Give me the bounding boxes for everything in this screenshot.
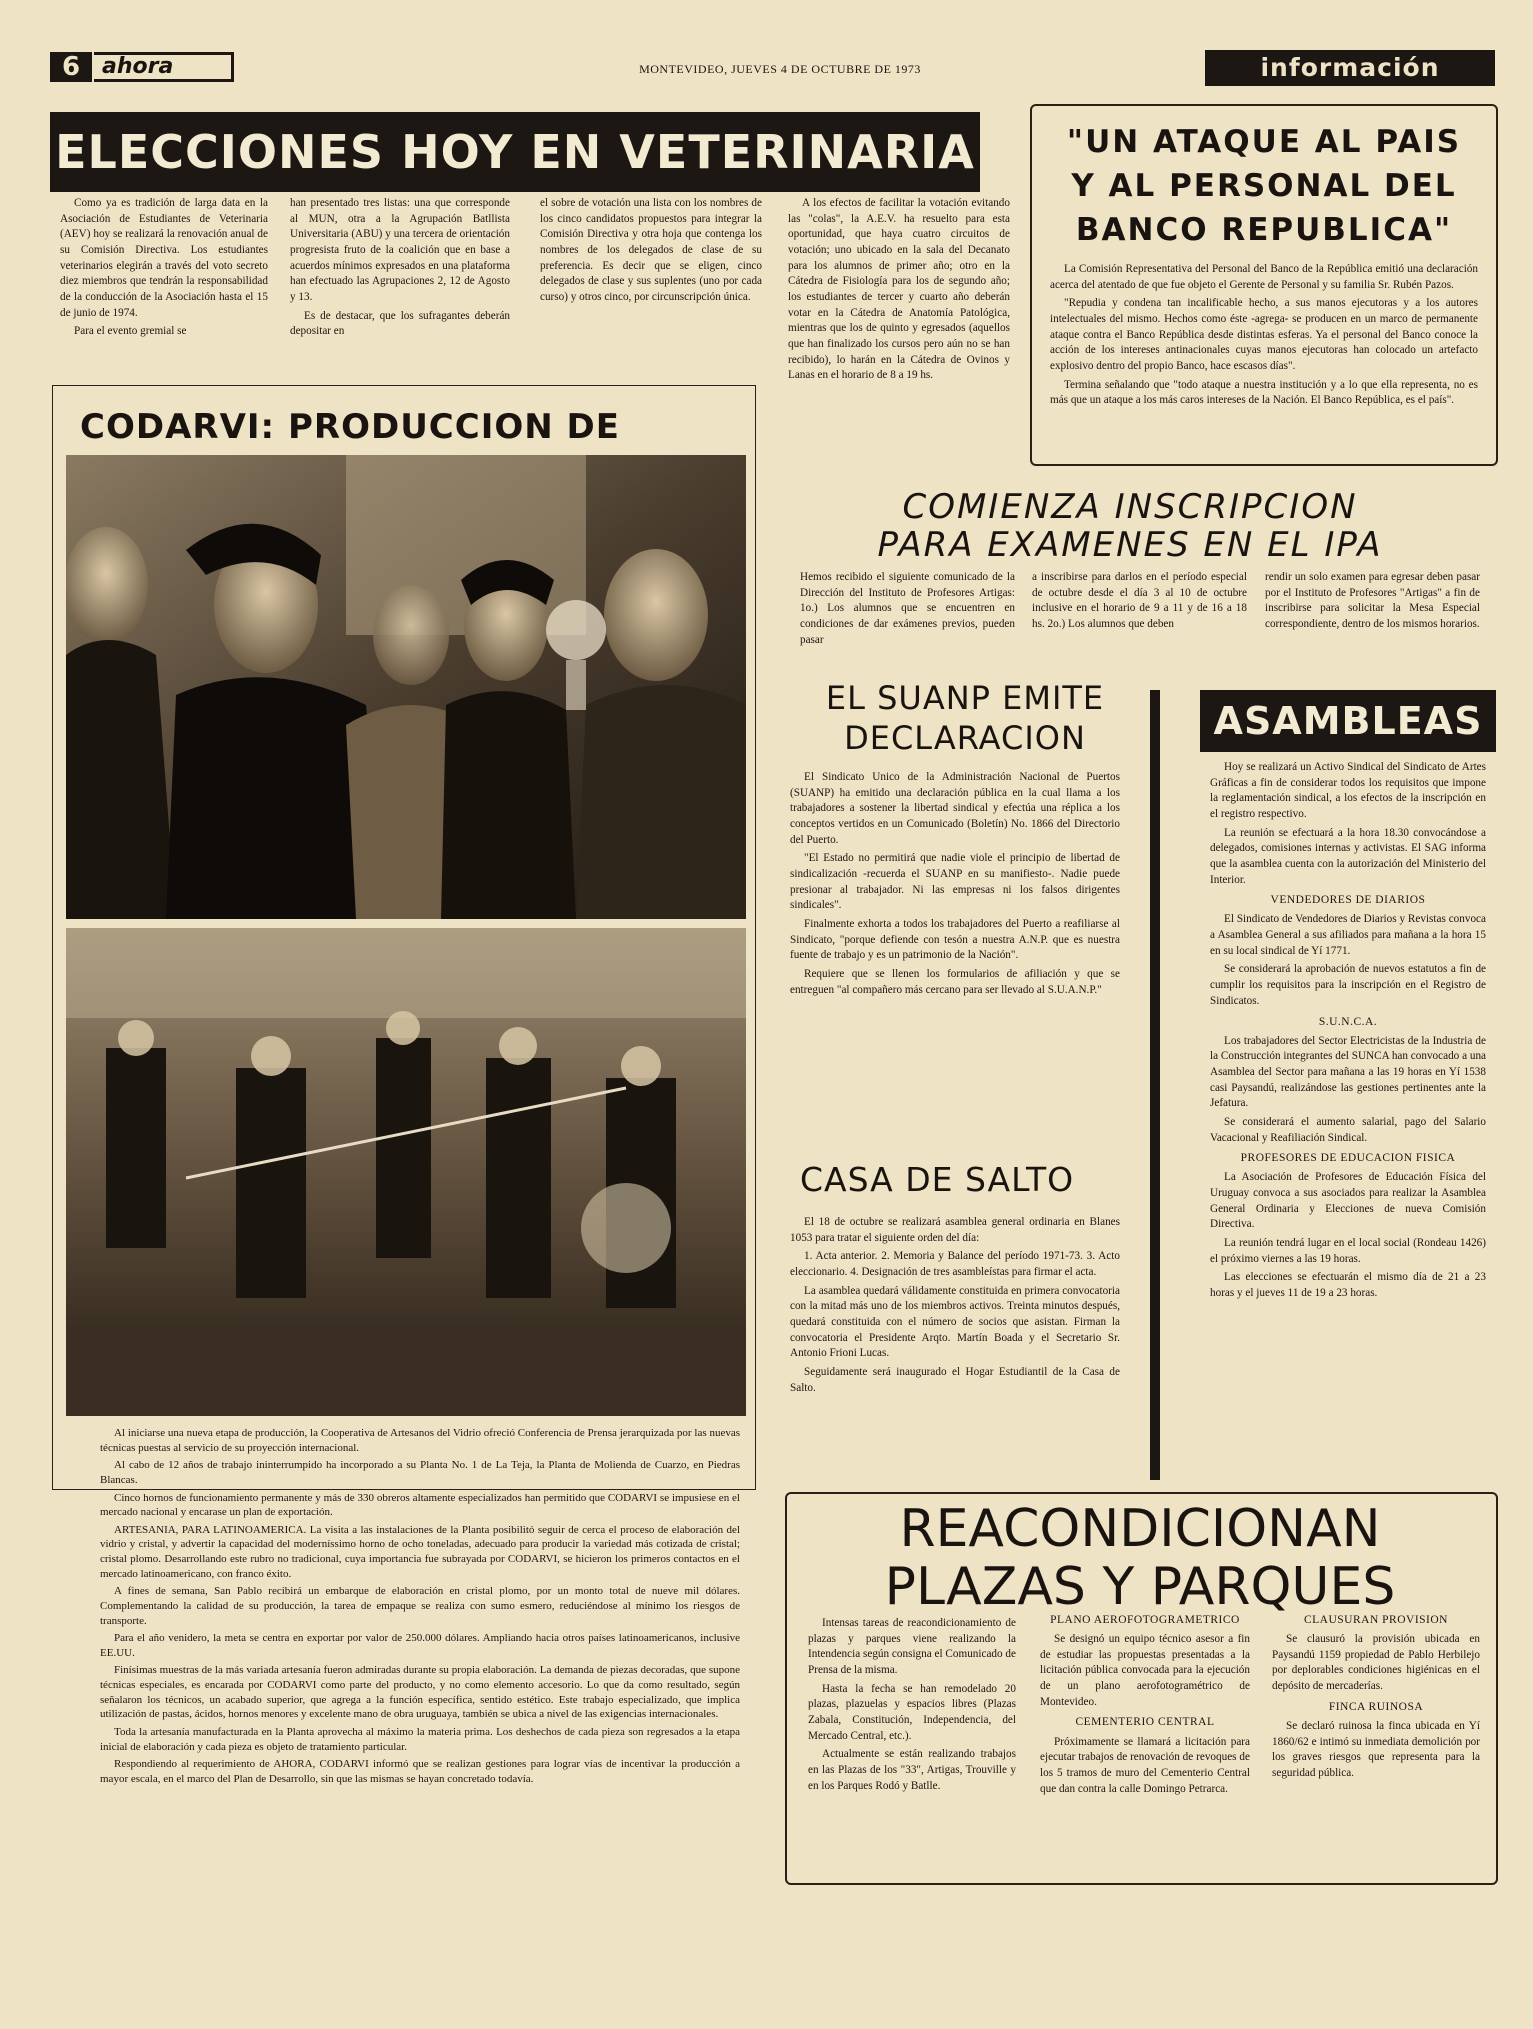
asambleas-body: Hoy se realizará un Activo Sindical del Sindicato de Artes Gráficas a fin de considerar todos los requisitos que impone la reglamentación sindical, a los efectos de la inscripción en el registro respectivo. La reunión se efectuará a la hora 18.30 convocándose a delegados, comisiones internas y activistas. El SAG informa que la asamblea cuenta con la autorización del Ministerio del Interior. VENDEDORES DE DIARIOS El Sindicato de Vendedores de Diarios y Revistas convoca a Asamblea General a sus afiliados para mañana a la hora 15 en su local sindical de Yí 1771. Se considerará la aprobación de nuevos estatutos a fin de cumplir los requisitos para la inscripción en el Registro de Sindicatos. S.U.N.C.A. Los trabajadores del Sector Electricistas de la Industria de la Construcción integrantes del SUNCA han convocado a una Asamblea del Sector para mañana a las 19 horas en Yí 1538 casi Paysandú, realizándose las gestiones pertinentes ante la Jefatura. Se considerará el aumento salarial, pago del Salario Vacacional y Reafiliación Sindical. PROFESORES DE EDUCACION FISICA La Asociación de Profesores de Educación Física del Uruguay convoca a sus asociados para realizar la Asamblea General Ordinaria y Elecciones de nueva Comisión Directiva. La reunión tendrá lugar en el local social (Rondeau 1426) el próximo viernes a las 19 horas. Las elecciones se efectuarán el mismo día de 21 a 23 horas y el jueves 11 de 19 a 23 horas. bbox=[1210, 761, 1486, 1300]
suanp-headline bbox=[790, 678, 1140, 758]
salto-body: El 18 de octubre se realizará asamblea general ordinaria en Blanes 1053 para tratar el siguiente orden del día: 1. Acta anterior. 2. Memoria y Balance del período 1971-73. 3. Acto eleccionario. 4. Designación de tres asambleístas para firmar el acta. La asamblea quedará válidamente constituida en primera convocatoria con la mitad más uno de los miembros activos. Treinta minutos después, quedará constituida con el número de socios que asistan. Firman la convocatoria el Presidente Arqto. Martín Boada y el Secretario Sr. Antonio Frioni Lucas. Seguidamente será inaugurado el Hogar Estudiantil de la Casa de Salto. bbox=[790, 1216, 1120, 1394]
plazas-col-3: CLAUSURAN PROVISION Se clausuró la provisión ubicada en Paysandú 1159 propiedad de Pablo Herbilejo por deplorables condiciones higiénicas en el depósito de mercaderías. FINCA RUINOSA Se declaró ruinosa la finca ubicada en Yí 1860/62 e intimó su inmediata demolición por los graves riesgos que representa para la seguridad pública. bbox=[1272, 1614, 1480, 1779]
suanp-body: El Sindicato Unico de la Administración Nacional de Puertos (SUANP) ha emitido una declaración pública en la cual llama a los trabajadores a sostener la libertad sindical y efectúa una réplica a los conceptos vertidos en un Comunicado (Boletín) No. 1866 del Directorio del Puerto. "El Estado no permitirá que nadie viole el principio de libertad de sindicalización -recuerda el SUANP en su manifiesto-. Nadie puede presionar al trabajador. Ni las empresas ni los falsos dirigentes sindicales". Finalmente exhorta a todos los trabajadores del Puerto a reafiliarse al Sindicato, "porque defiende con tesón a nuestra A.N.P. que es nuestra fuente de trabajo y es un patrimonio de la Nación". Requiere que se llenen los formularios de afiliación y que se entreguen "al compañero más cercano para ser llevado al S.U.A.N.P." bbox=[790, 771, 1120, 996]
paper-name: ahora bbox=[94, 52, 234, 82]
salto-headline: CASA DE SALTO bbox=[800, 1160, 1075, 1199]
banco-box bbox=[1030, 104, 1498, 466]
veterinaria-col-2: han presentado tres listas: una que corresponde al MUN, otra a la Agrupación Batllista Universitaria (ABU) y una tercera de orientación progresista fruto de la coalición que en base a acuerdos mínimos expresados en una plataforma han efectuado las Agrupaciones 2, 12 de Agosto y 13. Es de destacar, que los sufragantes deberán depositar en bbox=[290, 197, 510, 338]
codarvi-headline: CODARVI: PRODUCCION DE bbox=[80, 407, 621, 447]
veterinaria-col-3: el sobre de votación una lista con los nombres de los cinco candidatos propuestos para integrar la Comisión Directiva y otra hoja que contenga los nombres de los delegados de clase de su preferencia. Es decir que se eligen, cinco delegados de clase y sus suplentes (uno por cada curso) y otros cinco, por circunscripción única. bbox=[540, 197, 762, 304]
codarvi-body: Al iniciarse una nueva etapa de producción, la Cooperativa de Artesanos del Vidrio ofreció Conferencia de Prensa jerarquizada por las nuevas técnicas puestas al servicio de su proyección internacional. Al cabo de 12 años de trabajo ininterrumpido ha incorporado a su Planta No. 1 de La Teja, la Planta de Molienda de Cuarzo, en Piedras Blancas. Cinco hornos de funcionamiento permanente y más de 330 obreros altamente especializados han permitido que CODARVI se impusiese en el mercado nacional y encarase un plan de exportación. ARTESANIA, PARA LATINOAMERICA. La visita a las instalaciones de la Planta posibilitó seguir de cerca el proceso de elaboración del vidrio y cristal, y advertir la capacidad del moderníssimo horno de ocho toneladas, adecuado para producir la variedad más cotizada de cristal; cristal plomo. Desarrollando este rubro no tradicional, cuya importancia fue subrayada por CODARVI, se hicieron los primeros contactos en el mercado latinoamericano, con franco éxito. A fines de semana, San Pablo recibirá un embarque de elaboración en cristal plomo, por un monto total de nueve mil dólares. Complementando la calidad de su producción, la tarea de empaque se realiza con sumo esmero, reduciéndose al mínimo los riesgos de transporte. Para el año venidero, la meta se centra en exportar por valor de 250.000 dólares. Ampliando hacia otros países latinoamericanos, inclusive EE.UU. Finísimas muestras de la más variada artesanía fueron admiradas durante su propia elaboración. La demanda de piezas decoradas, que supone técnicas especiales, es encarada por CODARVI como parte del producto, y no como elemento accesorio. Lo que da como resultado, según señalaron los técnicos, un acabado superior, que agrega a la función específica, sentido estético. Este trabajo especializado, que implica utilización de pastas, ácidos, hornos menores y excelente mano de obra uruguaya, también se ubica a nivel de las exigencias internacionales. Toda la artesanía manufacturada en la Planta aprovecha al máximo la materia prima. Los deshechos de cada pieza son regresados a la etapa inicial de elaboración y cada pieza es objeto de tratamiento particular. Respondiendo al requerimiento de AHORA, CODARVI informó que se realizan gestiones para lograr vías de incentivar la producción a mayor escala, en el marco del Plan de Desarrollo, sin que las mismas se hayan concretado todavía. bbox=[100, 1427, 740, 1785]
ipa-col-2: a inscribirse para darlos en el período especial de octubre desde el día 3 al 10 de octubre inclusive en el horario de 9 a 11 y de 16 a 18 hs. 2o.) Los alumnos que deben bbox=[1032, 571, 1247, 631]
ipa-headline bbox=[780, 488, 1480, 564]
ipa-headline-line-1: COMIENZA INSCRIPCION bbox=[902, 487, 1358, 527]
codarvi-press-photo bbox=[66, 455, 746, 919]
veterinaria-col-4: A los efectos de facilitar la votación evitando las "colas", la A.E.V. ha resuelto para esta oportunidad, que haya cuatro circuitos de votación; uno ubicado en la sala del Decanato para los alumnos de primer año; otro en la Cátedra de Fisiología para los de segundo año; los estudiantes de tercer y cuarto año deberán votar en la Cátedra de Anatomía Patológica, mientras que los de quinto y egresados (aquellos que han finalizado los cursos pero aún no se han recibido), lo harán en la Cátedra de Ovinos y Lanas en el horario de 8 a 19 hs. bbox=[788, 197, 1010, 382]
veterinaria-headline: ELECCIONES HOY EN VETERINARIA bbox=[50, 112, 980, 192]
page-number: 6 bbox=[50, 52, 92, 82]
codarvi-workshop-photo bbox=[66, 928, 746, 1416]
ipa-col-3: rendir un solo examen para egresar deben pasar por el Instituto de Profesores "Artigas" a fin de inscribirse para solicitar la Mesa Especial correspondiente, dentro de los mismos horarios. bbox=[1265, 571, 1480, 631]
ipa-col-1: Hemos recibido el siguiente comunicado de la Dirección del Instituto de Profesores Artigas: 1o.) Los alumnos que se encuentren en condiciones de dar exámenes previos, pueden pasar bbox=[800, 571, 1015, 646]
plazas-headline bbox=[800, 1500, 1480, 1616]
veterinaria-col-1: Como ya es tradición de larga data en la Asociación de Estudiantes de Veterinaria (AEV) hoy se realizará la renovación anual de su Comisión Directiva. Los estudiantes veterinarios elegirán a través del voto secreto diez miembros que tendrán la responsabilidad de la conducción de la Asociación hasta el 15 de junio de 1974. Para el evento gremial se bbox=[60, 197, 268, 338]
dateline: MONTEVIDEO, JUEVES 4 DE OCTUBRE DE 1973 bbox=[639, 62, 921, 76]
section-label: información bbox=[1205, 50, 1495, 86]
banco-headline: "UN ATAQUE AL PAIS Y AL PERSONAL DEL BANCO REPUBLICA" bbox=[1066, 124, 1462, 248]
banco-body: La Comisión Representativa del Personal del Banco de la República emitió una declaración acerca del atentado de que fue objeto el Gerente de Personal y su familia Sr. Rubén Pazos. "Repudia y condena tan incalificable hecho, a sus manos ejecutoras y a los autores intelectuales del mismo. Hechos como éste -agrega- se producen en un marco de permanente ataque contra el Banco República desde distintas esferas. Ya el personal del Banco conoce la acción de los intereses antinacionales cuyas manos ejecutoras han colocado un artefacto explosivo dentro del propio Banco, hace escasos días". Termina señalando que "todo ataque a nuestra institución y a lo que ella representa, no es más que un ataque a los más caros intereses de la Nación. El Banco República, es el país". bbox=[1050, 263, 1478, 407]
asambleas-headline: ASAMBLEAS bbox=[1200, 690, 1496, 752]
plazas-col-1: Intensas tareas de reacondicionamiento de plazas y parques viene realizando la Intendencia según consigna el Comunicado de Prensa de la misma. Hasta la fecha se han remodelado 20 plazas, plazuelas y espacios libres (Plazas Zabala, Constitución, Independencia, del Mercado Central, etc.). Actualmente se están realizando trabajos en las Plazas de los "33", Artigas, Trouville y en los Parques Rodó y Batlle. bbox=[808, 1617, 1016, 1792]
suanp-headline-line-2: DECLARACION bbox=[844, 719, 1086, 757]
asambleas-vertical-rule bbox=[1150, 690, 1160, 1480]
plazas-col-2: PLANO AEROFOTOGRAMETRICO Se designó un equipo técnico asesor a fin de estudiar las propuestas presentadas a la licitación pública convocada para la ejecución de un plano aerofotogramétrico de Montevideo. CEMENTERIO CENTRAL Próximamente se llamará a licitación para ejecutar trabajos de renovación de revoques de los 5 tramos de muro del Cementerio Central que dan contra la calle Domingo Petrarca. bbox=[1040, 1614, 1250, 1795]
plazas-headline-line-1: REACONDICIONAN bbox=[899, 1499, 1381, 1559]
ipa-headline-line-2: PARA EXAMENES EN EL IPA bbox=[877, 525, 1383, 565]
plazas-headline-line-2: PLAZAS Y PARQUES bbox=[884, 1557, 1396, 1617]
suanp-headline-line-1: EL SUANP EMITE bbox=[825, 679, 1105, 717]
